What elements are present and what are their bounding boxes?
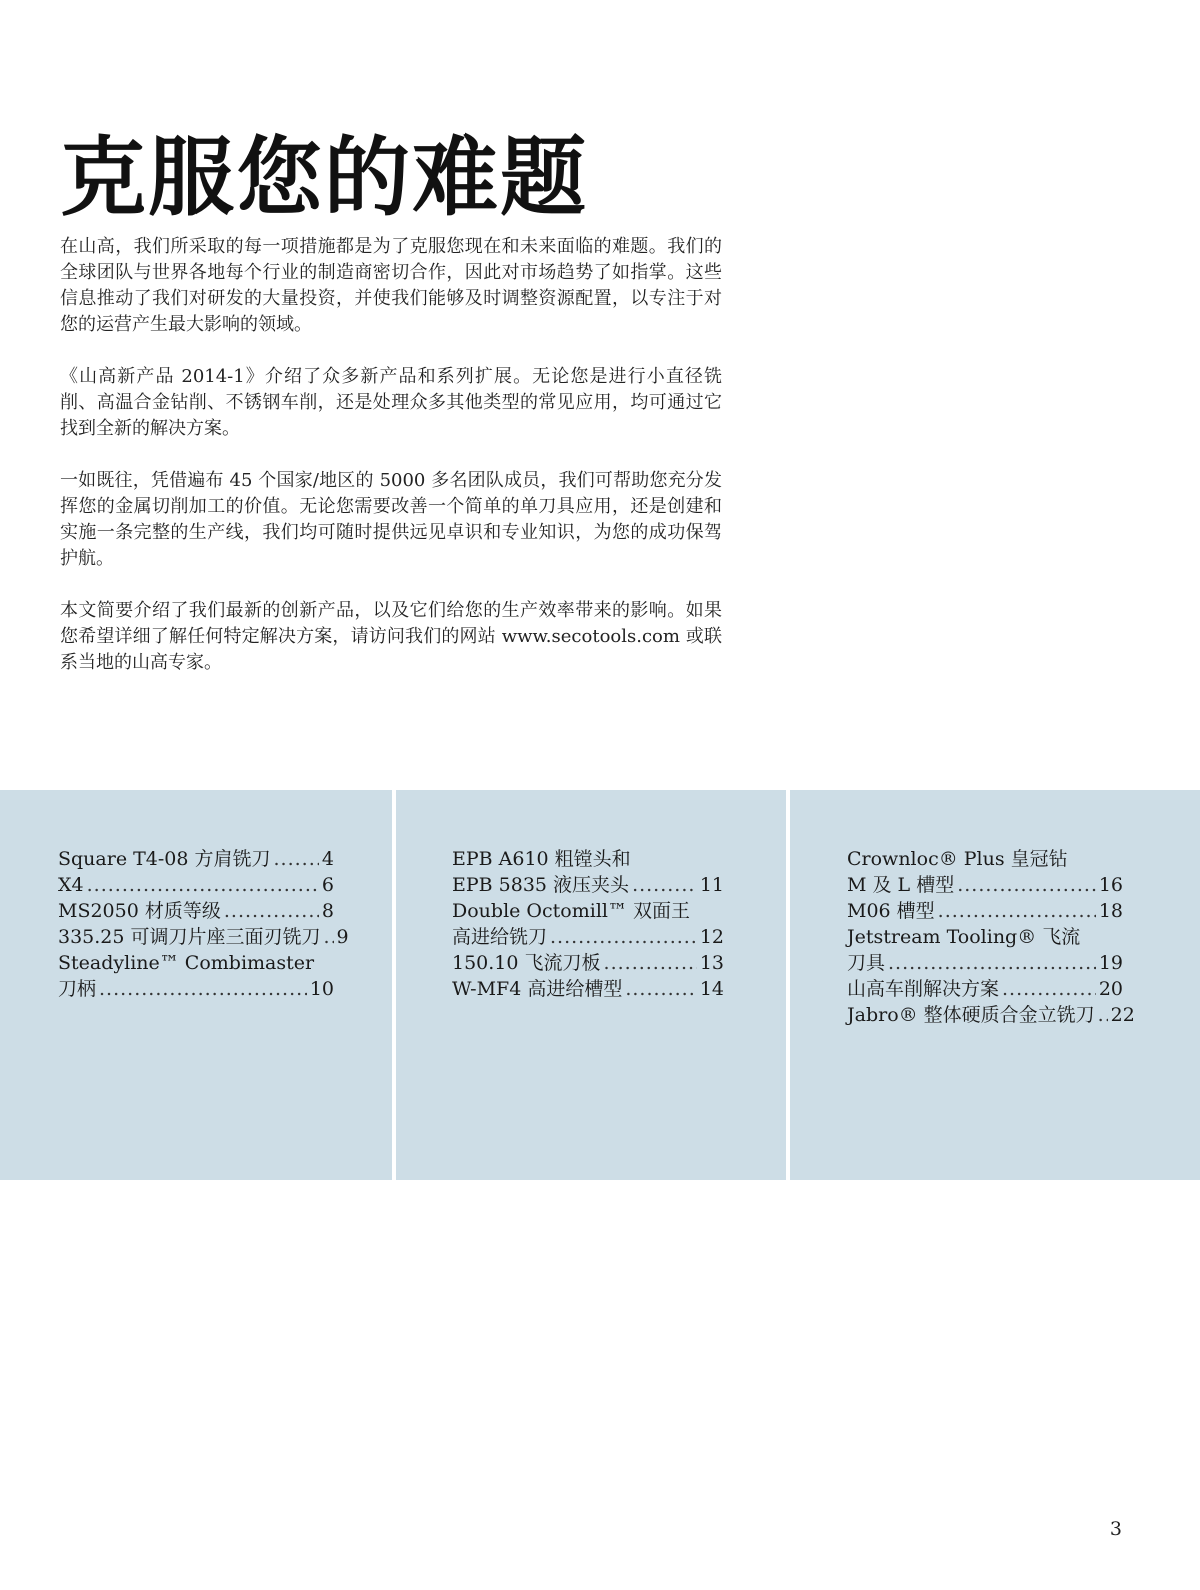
toc-entry-title: MS2050 材质等级 <box>58 900 221 922</box>
toc-entry-page: 4 <box>321 848 334 870</box>
intro-paragraph: 本文简要介绍了我们最新的创新产品，以及它们给您的生产效率带来的影响。如果您希望详细了解任何特定解决方案，请访问我们的网站 www.secotools.com 或联系当地的山高专家。 <box>60 600 722 673</box>
toc-entry[interactable] <box>58 872 334 898</box>
intro-paragraph: 在山高，我们所采取的每一项措施都是为了克服您现在和未来面临的难题。我们的全球团队与世界各地每个行业的制造商密切合作，因此对市场趋势了如指掌。这些信息推动了我们对研发的大量投资，并使我们能够及时调整资源配置，以专注于对您的运营产生最大影响的领域。 <box>60 236 722 335</box>
toc-entry[interactable] <box>58 950 334 976</box>
intro-text <box>60 234 722 702</box>
table-of-contents <box>0 790 1200 1180</box>
toc-entry[interactable] <box>58 924 349 950</box>
dot-leader <box>224 898 319 924</box>
toc-entry-page: 14 <box>699 978 724 1000</box>
dot-leader <box>274 846 319 872</box>
dot-leader <box>87 872 319 898</box>
toc-entry-title: EPB 5835 液压夹头 <box>452 874 630 896</box>
toc-entry-title: 335.25 可调刀片座三面刃铣刀 <box>58 926 321 948</box>
toc-column-3 <box>790 790 1200 1180</box>
toc-entry-title: Crownloc® Plus 皇冠钻 <box>847 848 1068 870</box>
toc-entry[interactable] <box>847 898 1123 924</box>
toc-entry[interactable] <box>452 846 724 872</box>
toc-entry[interactable] <box>452 976 724 1002</box>
dot-leader <box>604 950 697 976</box>
intro-paragraph: 一如既往，凭借遍布 45 个国家/地区的 5000 多名团队成员，我们可帮助您充分发挥您的金属切削加工的价值。无论您需要改善一个简单的单刀具应用，还是创建和实施一条完整的生产线，我们均可随时提供远见卓识和专业知识，为您的成功保驾护航。 <box>60 470 722 569</box>
toc-entry-page: 16 <box>1098 874 1123 896</box>
toc-entry-page: 19 <box>1098 952 1123 974</box>
toc-entry-page: 9 <box>336 926 349 948</box>
dot-leader <box>324 924 334 950</box>
dot-leader <box>550 924 697 950</box>
toc-entry[interactable] <box>58 898 334 924</box>
toc-entry-title: Double Octomill™ 双面王 <box>452 900 691 922</box>
toc-entry[interactable] <box>452 898 724 924</box>
dot-leader <box>625 976 696 1002</box>
toc-entry[interactable] <box>58 846 334 872</box>
toc-entry[interactable] <box>847 950 1123 976</box>
dot-leader <box>957 872 1096 898</box>
dot-leader <box>1098 1002 1108 1028</box>
toc-list <box>58 846 349 1002</box>
toc-entry-page: 12 <box>699 926 724 948</box>
toc-entry-page: 22 <box>1110 1004 1135 1026</box>
toc-entry-page: 6 <box>321 874 334 896</box>
toc-entry-title: Jabro® 整体硬质合金立铣刀 <box>847 1004 1095 1026</box>
toc-entry[interactable] <box>847 846 1123 872</box>
toc-entry-title: Square T4-08 方肩铣刀 <box>58 848 271 870</box>
toc-entry-title: 刀柄 <box>58 978 97 1000</box>
dot-leader <box>1002 976 1096 1002</box>
page-title: 克服您的难题 <box>60 127 588 228</box>
toc-entry[interactable] <box>452 950 724 976</box>
dot-leader <box>888 950 1096 976</box>
toc-entry-page: 10 <box>309 978 334 1000</box>
toc-entry-title: X4 <box>58 874 84 896</box>
intro-paragraph: 《山高新产品 2014-1》介绍了众多新产品和系列扩展。无论您是进行小直径铣削、高温合金钻削、不锈钢车削，还是处理众多其他类型的常见应用，均可通过它找到全新的解决方案。 <box>60 366 722 439</box>
dot-leader <box>99 976 307 1002</box>
toc-list <box>847 846 1135 1028</box>
toc-entry-page: 11 <box>699 874 724 896</box>
toc-entry[interactable] <box>452 924 724 950</box>
toc-entry-title: 高进给铣刀 <box>452 926 548 948</box>
toc-column-2 <box>396 790 786 1180</box>
toc-entry-page: 18 <box>1098 900 1123 922</box>
toc-entry-title: 150.10 飞流刀板 <box>452 952 601 974</box>
toc-entry[interactable] <box>58 976 334 1002</box>
toc-entry-title: W-MF4 高进给槽型 <box>452 978 623 1000</box>
toc-entry[interactable] <box>452 872 724 898</box>
toc-entry-title: Jetstream Tooling® 飞流 <box>847 926 1081 948</box>
toc-entry-title: M 及 L 槽型 <box>847 874 955 896</box>
toc-entry[interactable] <box>847 1002 1135 1028</box>
dot-leader <box>938 898 1096 924</box>
page-number: 3 <box>1109 1518 1122 1540</box>
dot-leader <box>632 872 697 898</box>
toc-entry-title: EPB A610 粗镗头和 <box>452 848 631 870</box>
toc-column-1 <box>0 790 392 1180</box>
toc-entry[interactable] <box>847 872 1123 898</box>
toc-entry-title: 山高车削解决方案 <box>847 978 1000 1000</box>
toc-entry-page: 8 <box>321 900 334 922</box>
toc-entry[interactable] <box>847 976 1123 1002</box>
toc-entry-title: M06 槽型 <box>847 900 935 922</box>
toc-list <box>452 846 724 1002</box>
toc-entry-title: Steadyline™ Combimaster <box>58 952 315 974</box>
toc-entry-title: 刀具 <box>847 952 886 974</box>
toc-entry-page: 13 <box>699 952 724 974</box>
toc-entry-page: 20 <box>1098 978 1123 1000</box>
toc-entry[interactable] <box>847 924 1123 950</box>
